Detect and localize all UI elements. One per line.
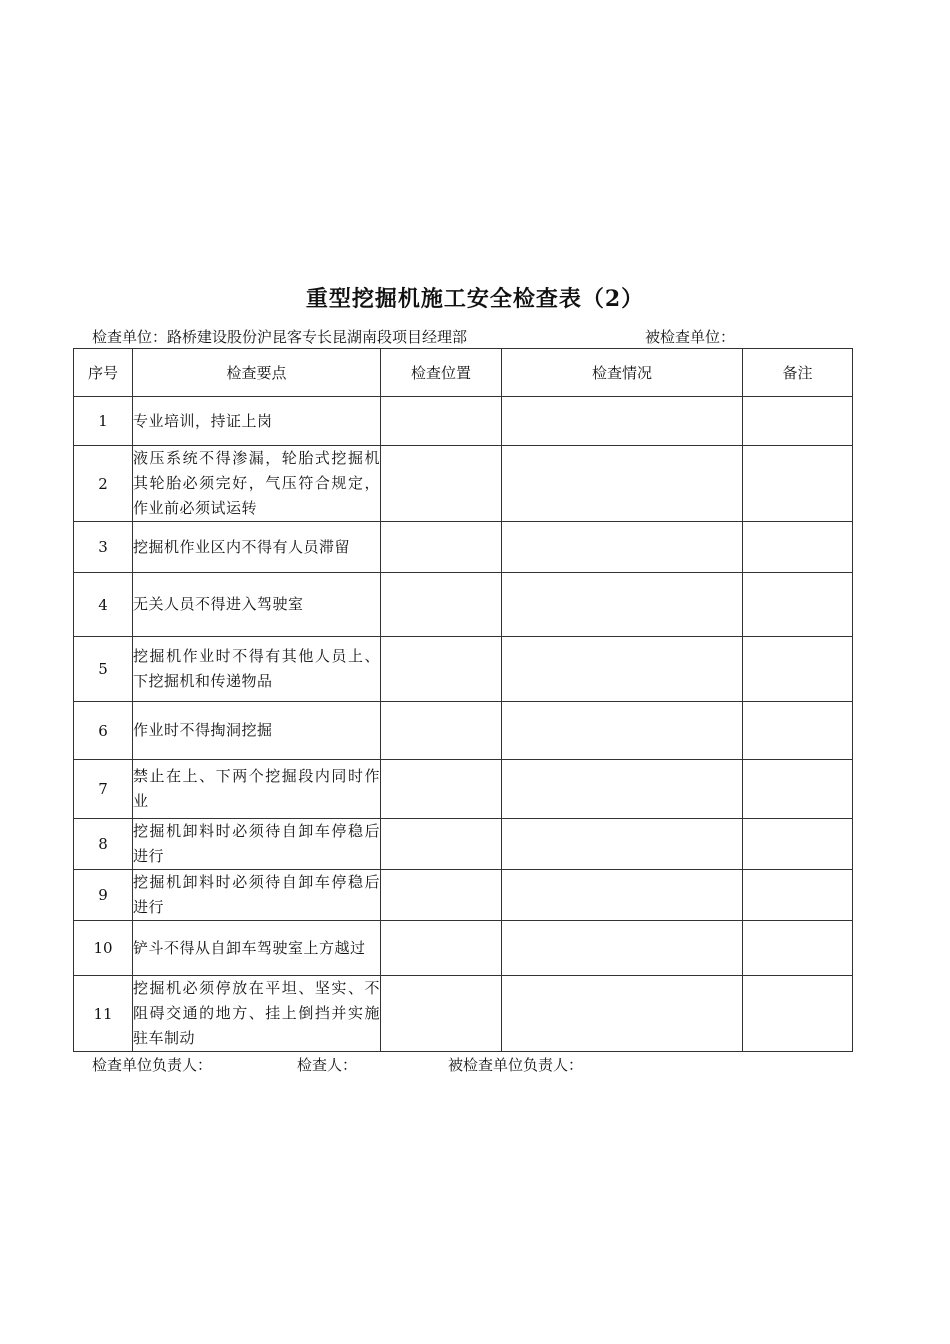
column-header-remarks: 备注	[743, 349, 853, 397]
row-number: 8	[74, 819, 133, 870]
row-check-location-cell[interactable]	[381, 573, 502, 637]
row-remarks-cell[interactable]	[743, 522, 853, 573]
row-number: 4	[74, 573, 133, 637]
row-check-result-cell[interactable]	[502, 702, 743, 760]
row-check-location-cell[interactable]	[381, 870, 502, 921]
row-check-result-cell[interactable]	[502, 976, 743, 1052]
row-number: 10	[74, 921, 133, 976]
row-check-location-cell[interactable]	[381, 397, 502, 446]
page-title: 重型挖掘机施工安全检查表（2）	[305, 286, 645, 312]
row-check-result-cell[interactable]	[502, 819, 743, 870]
row-number: 6	[74, 702, 133, 760]
row-check-location-cell[interactable]	[381, 760, 502, 819]
unit-leader-label: 检查单位负责人：	[92, 1056, 213, 1074]
row-remarks-cell[interactable]	[743, 397, 853, 446]
row-number: 5	[74, 637, 133, 702]
row-check-location-cell[interactable]	[381, 819, 502, 870]
table-row	[74, 573, 853, 637]
row-check-point: 挖掘机必须停放在平坦、坚实、不阻碍交通的地方、挂上倒挡并实施驻车制动	[133, 976, 381, 1052]
table-row	[74, 522, 853, 573]
row-number: 1	[74, 397, 133, 446]
row-check-result-cell[interactable]	[502, 760, 743, 819]
row-number: 2	[74, 446, 133, 522]
row-check-point: 铲斗不得从自卸车驾驶室上方越过	[133, 921, 381, 976]
table-row	[74, 446, 853, 522]
table-row	[74, 702, 853, 760]
row-check-result-cell[interactable]	[502, 522, 743, 573]
row-check-location-cell[interactable]	[381, 522, 502, 573]
row-check-location-cell[interactable]	[381, 702, 502, 760]
column-header-check-location: 检查位置	[381, 349, 502, 397]
table-header-row	[74, 349, 853, 397]
row-check-point: 挖掘机卸料时必须待自卸车停稳后进行	[133, 819, 381, 870]
row-number: 7	[74, 760, 133, 819]
table-row	[74, 637, 853, 702]
row-check-result-cell[interactable]	[502, 397, 743, 446]
safety-checklist-table	[73, 348, 853, 1052]
column-header-number: 序号	[74, 349, 133, 397]
row-number: 11	[74, 976, 133, 1052]
inspector-unit-label: 检查单位：路桥建设股份沪昆客专长昆湖南段项目经理部	[92, 328, 468, 346]
row-check-location-cell[interactable]	[381, 446, 502, 522]
column-header-check-point: 检查要点	[133, 349, 381, 397]
row-check-point: 液压系统不得渗漏，轮胎式挖掘机其轮胎必须完好，气压符合规定，作业前必须试运转	[133, 446, 381, 522]
row-check-result-cell[interactable]	[502, 446, 743, 522]
row-check-result-cell[interactable]	[502, 921, 743, 976]
column-header-check-result: 检查情况	[502, 349, 743, 397]
row-remarks-cell[interactable]	[743, 976, 853, 1052]
row-check-location-cell[interactable]	[381, 637, 502, 702]
table-row	[74, 819, 853, 870]
inspected-leader-label: 被检查单位负责人：	[448, 1056, 584, 1074]
row-check-location-cell[interactable]	[381, 921, 502, 976]
inspected-unit-label: 被检查单位：	[645, 328, 736, 346]
table-row	[74, 397, 853, 446]
row-check-result-cell[interactable]	[502, 637, 743, 702]
row-check-point: 挖掘机作业区内不得有人员滞留	[133, 522, 381, 573]
row-remarks-cell[interactable]	[743, 573, 853, 637]
inspector-label: 检查人：	[297, 1056, 358, 1074]
table-row	[74, 760, 853, 819]
row-check-result-cell[interactable]	[502, 870, 743, 921]
row-check-result-cell[interactable]	[502, 573, 743, 637]
row-remarks-cell[interactable]	[743, 446, 853, 522]
table-row	[74, 870, 853, 921]
row-check-point: 无关人员不得进入驾驶室	[133, 573, 381, 637]
row-check-point: 挖掘机作业时不得有其他人员上、下挖掘机和传递物品	[133, 637, 381, 702]
row-remarks-cell[interactable]	[743, 637, 853, 702]
row-remarks-cell[interactable]	[743, 921, 853, 976]
row-number: 9	[74, 870, 133, 921]
row-remarks-cell[interactable]	[743, 760, 853, 819]
row-check-location-cell[interactable]	[381, 976, 502, 1052]
row-remarks-cell[interactable]	[743, 870, 853, 921]
row-remarks-cell[interactable]	[743, 819, 853, 870]
row-check-point: 专业培训，持证上岗	[133, 397, 381, 446]
row-remarks-cell[interactable]	[743, 702, 853, 760]
row-check-point: 挖掘机卸料时必须待自卸车停稳后进行	[133, 870, 381, 921]
row-check-point: 作业时不得掏洞挖掘	[133, 702, 381, 760]
row-number: 3	[74, 522, 133, 573]
table-row	[74, 976, 853, 1052]
table-row	[74, 921, 853, 976]
row-check-point: 禁止在上、下两个挖掘段内同时作业	[133, 760, 381, 819]
